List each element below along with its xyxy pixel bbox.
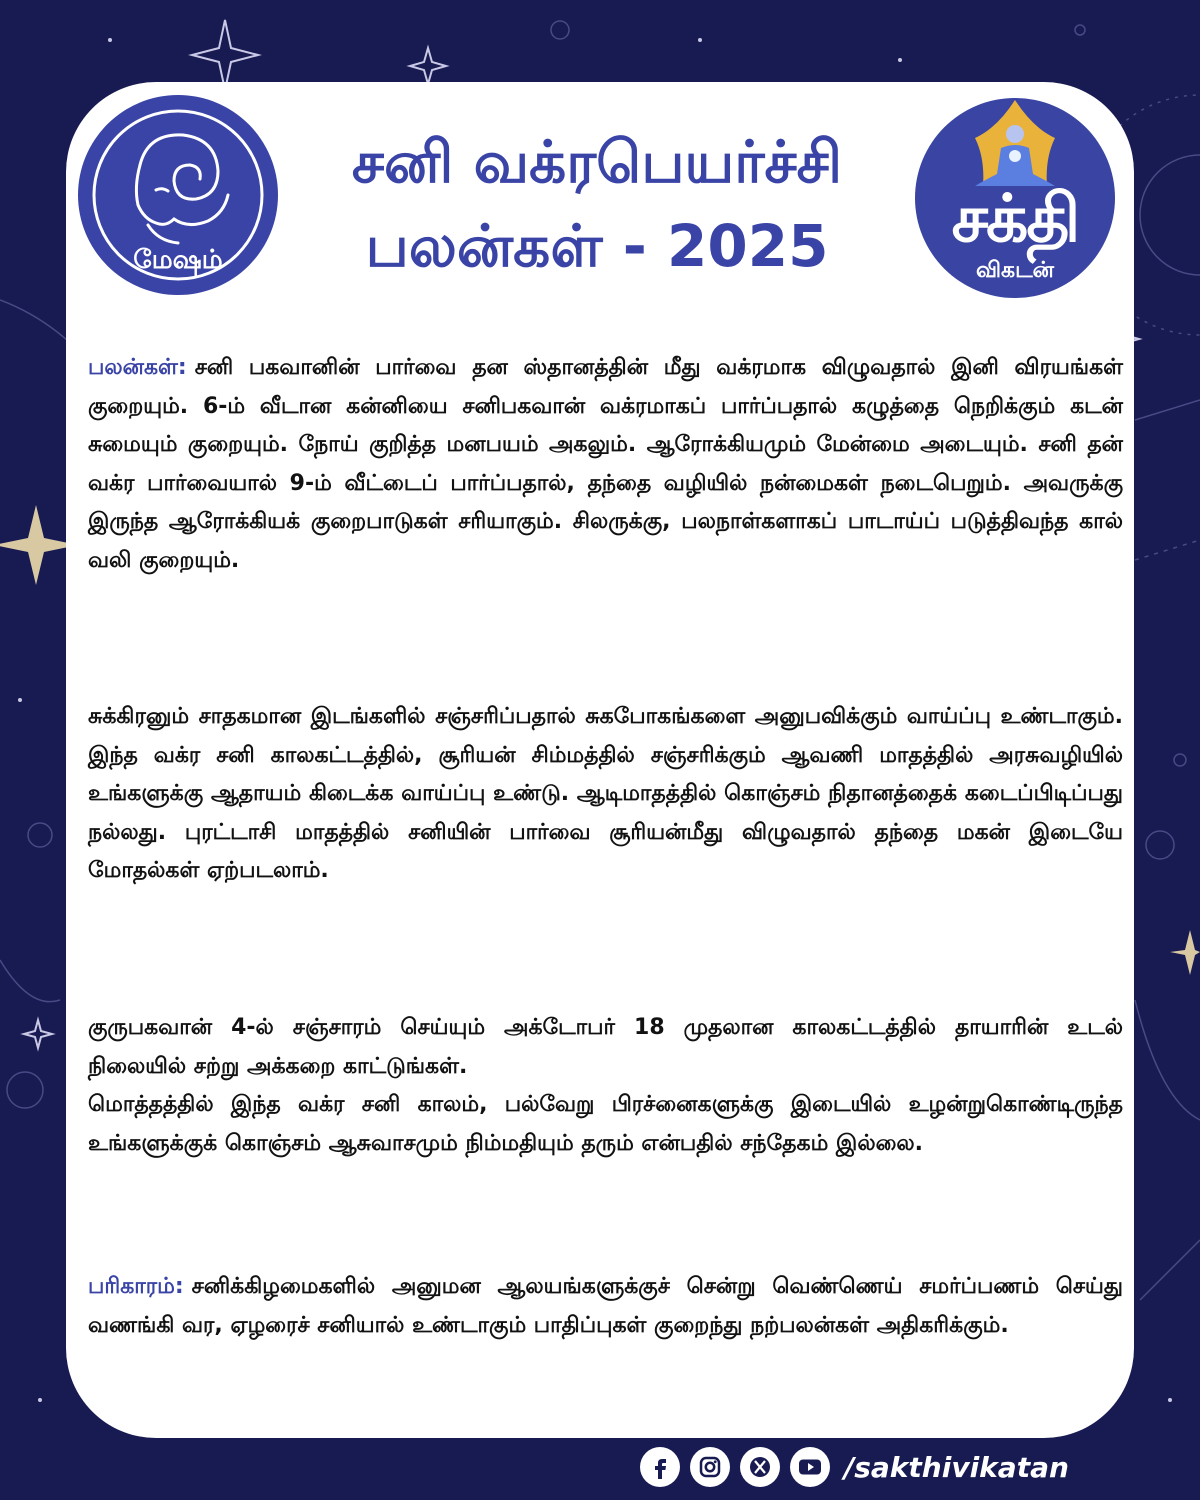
page-title-line1: சனி வக்ரபெயர்ச்சி: [351, 128, 843, 196]
parikaram-label: பரிகாரம்:: [88, 1274, 184, 1299]
facebook-icon[interactable]: [640, 1447, 680, 1487]
instagram-icon[interactable]: [690, 1447, 730, 1487]
paragraph-2: சுக்கிரனும் சாதகமான இடங்களில் சஞ்சரிப்பதால் சுகபோகங்களை அனுபவிக்கும் வாய்ப்பு உண்டாகும். இந்த வக்ர சனி காலகட்டத்தில், சூரியன் சிம்மத்தில் சஞ்சரிக்கும் ஆவணி மாதத்தில் அரசுவழியில் உங்களுக்கு ஆதாயம் கிடைக்க வாய்ப்பு உண்டு. ஆடிமாதத்தில் கொஞ்சம் நிதானத்தைக் கடைப்பிடிப்பது நல்லது. புரட்டாசி மாதத்தில் சனியின் பார்வை சூரியன்மீது விழுவதால் தந்தை மகன் இடையே மோதல்கள் ஏற்படலாம்.: [88, 704, 1123, 884]
palangal-paragraph: [88, 349, 1123, 581]
logo-subtitle: விகடன்: [976, 258, 1054, 283]
palangal-label: பலன்கள்:: [88, 355, 187, 380]
social-handle[interactable]: /sakthivikatan: [844, 1450, 1069, 1484]
aries-rasi-badge: [78, 95, 278, 295]
youtube-icon[interactable]: [790, 1447, 830, 1487]
parikaram-text: சனிக்கிழமைகளில் அனுமன ஆலயங்களுக்குச் சென்று வெண்ணெய் சமர்ப்பணம் செய்து வணங்கி வர, ஏழரைச் சனியால் உண்டாகும் பாதிப்புகள் குறைந்து நற்பலன்கள் அதிகரிக்கும்.: [88, 1274, 1123, 1338]
parikaram-paragraph: [88, 1268, 1123, 1345]
social-footer: [640, 1443, 1069, 1491]
page-title-line2: பலன்கள் - 2025: [365, 212, 829, 280]
rasi-name: மேஷம்: [133, 245, 223, 275]
palangal-text: சனி பகவானின் பார்வை தன ஸ்தானத்தின் மீது வக்ரமாக விழுவதால் இனி விரயங்கள் குறையும். 6-ம் வீடான கன்னியை சனிபகவான் வக்ரமாகப் பார்ப்பதால் கழுத்தை நெறிக்கும் கடன் சுமையும் குறையும். நோய் குறித்த மனபயம் அகலும். ஆரோக்கியமும் மேன்மை அடையும். சனி தன் வக்ர பார்வையால் 9-ம் வீட்டைப் பார்ப்பதால், தந்தை வழியில் நன்மைகள் நடைபெறும். அவருக்கு இருந்த ஆரோக்கியக் குறைபாடுகள் சரியாகும். சிலருக்கு, பலநாள்களாகப் பாடாய்ப் படுத்திவந்த கால் வலி குறையும்.: [88, 355, 1123, 573]
paragraph-3: [88, 1009, 1123, 1163]
paragraph-3a: குருபகவான் 4-ல் சஞ்சாரம் செய்யும் அக்டோபர் 18 முதலான காலகட்டத்தில் தாயாரின் உடல் நிலையில் சற்று அக்கறை காட்டுங்கள்.: [88, 1015, 1123, 1079]
x-twitter-icon[interactable]: [740, 1447, 780, 1487]
paragraph-3b: மொத்தத்தில் இந்த வக்ர சனி காலம், பல்வேறு பிரச்னைகளுக்கு இடையில் உழன்றுகொண்டிருந்த உங்களுக்குக் கொஞ்சம் ஆசுவாசமும் நிம்மதியும் தரும் என்பதில் சந்தேகம் இல்லை.: [88, 1092, 1123, 1156]
logo-word: சக்தி: [951, 180, 1079, 257]
sakthi-vikatan-logo: [915, 98, 1115, 298]
